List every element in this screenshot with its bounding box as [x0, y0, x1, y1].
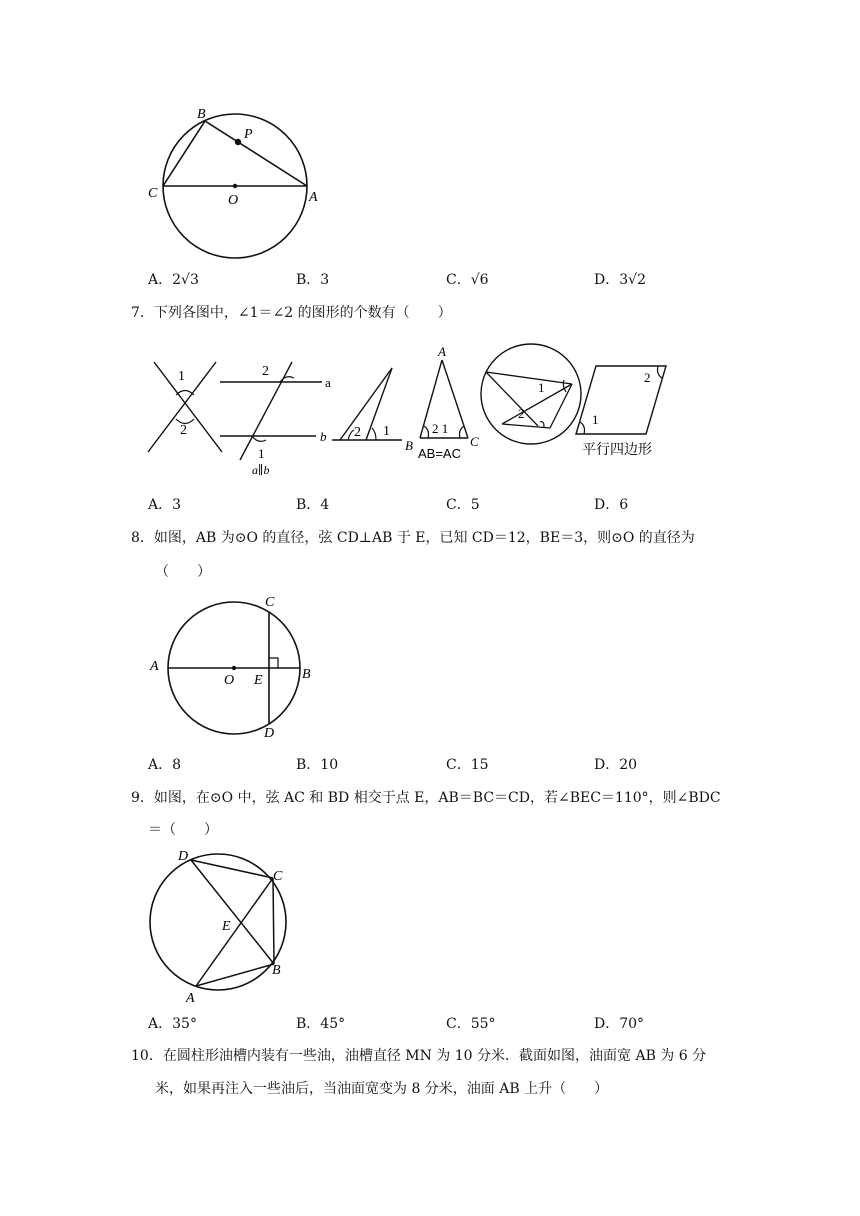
q6-chord-ba [205, 121, 307, 186]
q8-label-d: D [264, 726, 275, 741]
q7-f2-label-a: a [325, 375, 331, 390]
q7-f6-label-1: 1 [592, 412, 599, 427]
q9-option-c[interactable] [446, 1014, 496, 1034]
q8-label-c: C [265, 595, 275, 610]
q7-f6-caption: 平行四边形 [582, 442, 652, 458]
q7-f2-label-b: b [320, 429, 327, 444]
option-value: 70° [619, 1016, 645, 1032]
q7-stem: 7．下列各图中，∠1＝∠2 的图形的个数有（ ） [131, 305, 452, 321]
option-value: 4 [320, 497, 330, 513]
q8-label-a: A [150, 659, 159, 674]
q6-option-d[interactable] [594, 270, 646, 290]
option-value: 45° [320, 1016, 346, 1032]
q7-f5-label-2: 2 [518, 406, 525, 421]
q8-label-e: E [254, 673, 263, 688]
option-letter: C． [446, 272, 471, 288]
q9-label-c: C [273, 869, 283, 884]
option-letter: C． [446, 1016, 471, 1032]
q6-option-a[interactable] [148, 270, 199, 290]
q7-fig6-parallelogram [576, 366, 666, 458]
option-letter: A． [148, 757, 173, 773]
q7-f3-label-1: 1 [383, 424, 390, 439]
q7-f4-label-21: 2 1 [432, 421, 449, 436]
option-letter: C． [446, 757, 471, 773]
option-letter: D． [594, 272, 620, 288]
q9-figure [140, 842, 300, 1007]
option-letter: B． [296, 757, 321, 773]
q8-stem-cont: （ ） [155, 564, 211, 580]
q8-right-angle-mark [269, 658, 278, 668]
q8-option-d[interactable] [594, 755, 637, 775]
q6-point-p [235, 139, 241, 145]
option-value: 8 [172, 757, 182, 773]
q8-stem: 8．如图，AB 为⊙O 的直径，弦 CD⊥AB 于 E，已知 CD＝12，BE＝3，则⊙O 的直径为 [131, 530, 695, 546]
q6-label-o: O [228, 193, 239, 208]
q9-chord-cb [273, 878, 274, 964]
q7-fig1-vertical-angles [148, 362, 222, 452]
q9-stem-cont: ＝（ ） [148, 822, 218, 838]
q6-option-b[interactable] [296, 270, 329, 290]
q6-label-a: A [309, 190, 318, 205]
option-value: 6 [619, 497, 629, 513]
option-value: 55° [470, 1016, 496, 1032]
q7-fig5-circle-angles [481, 344, 581, 444]
q7-f4-label-a: A [438, 344, 446, 359]
q7-option-d[interactable] [594, 495, 628, 515]
q8-option-a[interactable] [148, 755, 181, 775]
option-value: 15 [470, 757, 489, 773]
q9-label-d: D [178, 849, 189, 864]
q9-option-d[interactable] [594, 1014, 644, 1034]
q8-label-b: B [302, 667, 311, 682]
option-value: 5 [470, 497, 480, 513]
q6-center-o [233, 184, 237, 188]
option-letter: D． [594, 1016, 620, 1032]
q9-chord-ac [196, 878, 273, 986]
q9-circle [150, 854, 286, 990]
q8-option-b[interactable] [296, 755, 338, 775]
q7-f6-label-2: 2 [644, 370, 651, 385]
option-letter: D． [594, 757, 620, 773]
q6-label-b: B [197, 107, 206, 122]
q7-option-b[interactable] [296, 495, 329, 515]
option-letter: A． [148, 272, 173, 288]
q7-f2-label-1: 1 [258, 446, 265, 461]
q6-chord-cb [163, 121, 205, 186]
q7-f4-label-b: B [405, 438, 413, 453]
q7-f1-label-1: 1 [178, 369, 185, 384]
option-letter: B． [296, 497, 321, 513]
q9-chord-ab [196, 964, 274, 986]
q7-fig2-parallel-lines [220, 362, 331, 477]
q7-f1-label-2: 2 [180, 423, 187, 438]
option-value: √6 [470, 272, 489, 288]
q9-option-a[interactable] [148, 1014, 197, 1034]
option-value: 3√2 [619, 272, 646, 288]
option-value: 20 [619, 757, 638, 773]
q7-fig3-triangle [332, 368, 402, 440]
option-value: 3 [172, 497, 182, 513]
q7-option-c[interactable] [446, 495, 480, 515]
q9-label-b: B [272, 963, 281, 978]
option-letter: C． [446, 497, 471, 513]
q8-option-c[interactable] [446, 755, 489, 775]
q7-option-a[interactable] [148, 495, 181, 515]
option-letter: B． [296, 272, 321, 288]
q7-f2-label-2: 2 [262, 364, 269, 379]
q7-f5-label-1: 1 [538, 380, 545, 395]
option-letter: D． [594, 497, 620, 513]
option-value: 35° [172, 1016, 197, 1032]
q9-label-e: E [222, 919, 231, 934]
q7-fig4-isosceles-triangle [405, 344, 479, 461]
q10-stem: 10．在圆柱形油槽内装有一些油，油槽直径 MN 为 10 分米．截面如图，油面宽 AB 为 6 分 [131, 1048, 707, 1064]
q7-f3-label-2: 2 [354, 425, 361, 440]
q8-figure [140, 590, 330, 750]
q6-figure [140, 100, 340, 265]
q6-label-p: P [244, 127, 253, 142]
q7-figures [140, 340, 680, 480]
q10-stem-cont: 米，如果再注入一些油后，当油面宽变为 8 分米，油面 AB 上升（ ） [155, 1081, 609, 1097]
q7-f4-label-c: C [470, 434, 479, 449]
q6-label-c: C [148, 186, 158, 201]
q8-label-o: O [224, 673, 235, 688]
q9-label-a: A [186, 991, 195, 1006]
option-value: 3 [320, 272, 330, 288]
option-letter: B． [296, 1016, 321, 1032]
q7-f4-condition: AB=AC [418, 446, 461, 461]
option-value: 2√3 [172, 272, 199, 288]
q8-center-o [232, 666, 236, 670]
option-value: 10 [320, 757, 339, 773]
option-letter: A． [148, 1016, 173, 1032]
q9-stem: 9．如图，在⊙O 中，弦 AC 和 BD 相交于点 E，AB＝BC＝CD，若∠BEC＝110°，则∠BDC [131, 790, 721, 806]
q7-f2-condition: a∥b [252, 463, 270, 477]
option-letter: A． [148, 497, 173, 513]
q9-option-b[interactable] [296, 1014, 345, 1034]
q6-option-c[interactable] [446, 270, 489, 290]
